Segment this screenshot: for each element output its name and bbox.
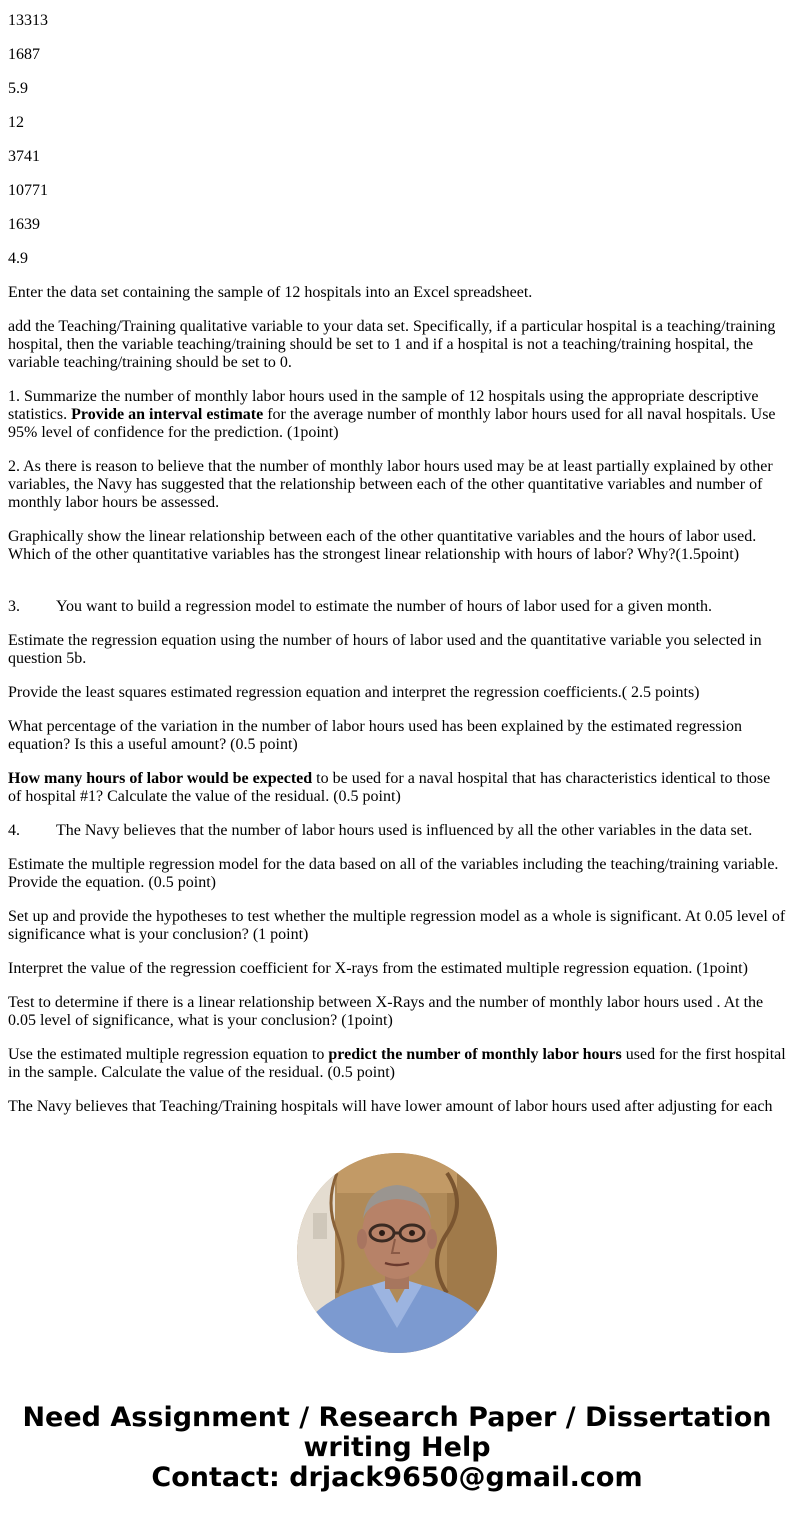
avatar (297, 1153, 497, 1353)
question-4-b: Set up and provide the hypotheses to test whether the multiple regression model as a whole is significant. At 0.05 level of significance what is your conclusion? (1 point) (8, 908, 786, 943)
data-value: 3741 (8, 148, 40, 165)
data-value: 12 (8, 114, 24, 131)
question-4-e (8, 1046, 786, 1082)
question-3-c: What percentage of the variation in the number of labor hours used has been explained by the estimated regression equation? Is this a useful amount? (0.5 point) (8, 718, 742, 753)
question-text: to be used for a naval hospital that has characteristics identical to those of hospital #1? Calculate the value of the residual. (0.5 point) (8, 770, 771, 805)
document-body (8, 0, 786, 1122)
question-bold-text: predict the number of monthly labor hours (328, 1046, 622, 1063)
question-text: The Navy believes that the number of labor hours used is influenced by all the other variables in the data set. (56, 822, 753, 839)
question-text: used for the first hospital in the sample. Calculate the value of the residual. (0.5 point) (8, 1046, 786, 1081)
footer-contact-banner (0, 1403, 794, 1493)
footer-line: Need Assignment / Research Paper / Dissertation (22, 1402, 772, 1433)
question-3-d (8, 770, 786, 806)
data-value: 10771 (8, 182, 48, 199)
question-text: for the average number of monthly labor hours used for all naval hospitals. Use 95% level of confidence for the prediction. (1point) (8, 406, 776, 441)
question-4-c: Interpret the value of the regression coefficient for X-rays from the estimated multiple regression equation. (1point) (8, 960, 748, 977)
data-value: 1687 (8, 46, 40, 63)
question-text: You want to build a regression model to estimate the number of hours of labor used for a given month. (56, 598, 713, 615)
data-value: 13313 (8, 12, 48, 29)
question-3-a: Estimate the regression equation using the number of hours of labor used and the quantitative variable you selected in question 5b. (8, 632, 762, 667)
instruction-paragraph: add the Teaching/Training qualitative variable to your data set. Specifically, if a particular hospital is a teaching/training hospital, then the variable teaching/training should be set to 1 and if a hospital is not a teaching/training hospital, the variable teaching/training should be set to 0. (8, 318, 776, 371)
question-2: 2. As there is reason to believe that the number of monthly labor hours used may be at least partially explained by other variables, the Navy has suggested that the relationship between each of the other quantitative variables and number of monthly labor hours be assessed. (8, 458, 773, 511)
data-value: 5.9 (8, 80, 28, 97)
blank-line (8, 564, 786, 582)
data-value: 1639 (8, 216, 40, 233)
question-text: 1. Summarize the number of monthly labor hours used in the sample of 12 hospitals using the appropriate descriptive statistics. (8, 388, 759, 423)
question-bold-text: How many hours of labor would be expected (8, 770, 313, 787)
instruction-paragraph: Enter the data set containing the sample of 12 hospitals into an Excel spreadsheet. (8, 284, 533, 301)
data-value: 4.9 (8, 250, 28, 267)
question-4 (8, 822, 786, 840)
question-number: 3. (8, 598, 20, 615)
footer-contact-line: Contact: drjack9650@gmail.com (151, 1462, 643, 1493)
question-3 (8, 598, 786, 616)
question-3-b: Provide the least squares estimated regression equation and interpret the regression coefficients.( 2.5 points) (8, 684, 700, 701)
question-2-graph: Graphically show the linear relationship between each of the other quantitative variables and the hours of labor used. Which of the other quantitative variables has the strongest linear relationship with hours of labor? Why?(1.5point) (8, 528, 757, 563)
question-1 (8, 388, 786, 442)
question-text: Use the estimated multiple regression equation to (8, 1046, 329, 1063)
footer-line: writing Help (303, 1432, 491, 1463)
question-4-d: Test to determine if there is a linear relationship between X-Rays and the number of monthly labor hours used . At the 0.05 level of significance, what is your conclusion? (1point) (8, 994, 764, 1029)
question-4-a: Estimate the multiple regression model for the data based on all of the variables including the teaching/training variable. Provide the equation. (0.5 point) (8, 856, 779, 891)
question-bold-text: Provide an interval estimate (71, 406, 264, 423)
question-4-f: The Navy believes that Teaching/Training hospitals will have lower amount of labor hours used after adjusting for each (8, 1098, 773, 1115)
question-number: 4. (8, 822, 20, 839)
portrait-photo (297, 1153, 497, 1353)
